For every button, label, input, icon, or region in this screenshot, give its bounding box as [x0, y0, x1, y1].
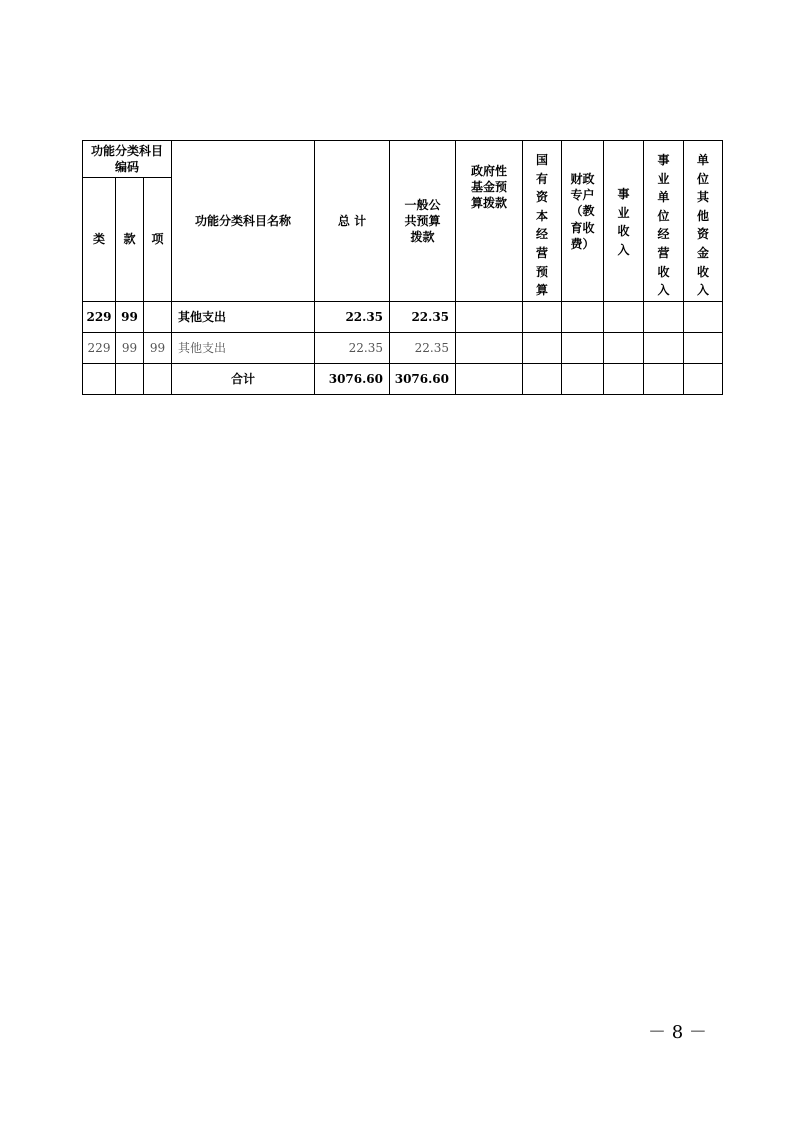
- cell-empty: [456, 333, 523, 364]
- header-lei: 类: [83, 178, 116, 302]
- cell-empty: [684, 302, 723, 333]
- header-state-capital: 国有资本经营预算: [523, 141, 562, 302]
- cell-empty: [144, 364, 172, 395]
- header-xiang: 项: [144, 178, 172, 302]
- total-label: 合计: [172, 364, 315, 395]
- header-kuan: 款: [116, 178, 144, 302]
- cell-xiang: 99: [144, 333, 172, 364]
- cell-empty: [456, 364, 523, 395]
- cell-empty: [684, 364, 723, 395]
- cell-name: 其他支出: [172, 333, 315, 364]
- cell-empty: [604, 364, 644, 395]
- header-unit-other: 单位其他资金收入: [684, 141, 723, 302]
- total-amount: 3076.60: [315, 364, 390, 395]
- cell-total: 22.35: [315, 333, 390, 364]
- cell-name: 其他支出: [172, 302, 315, 333]
- cell-kuan: 99: [116, 302, 144, 333]
- cell-empty: [456, 302, 523, 333]
- budget-table: [82, 140, 723, 395]
- cell-general: 22.35: [390, 302, 456, 333]
- cell-empty: [644, 302, 684, 333]
- header-unit-business: 事业单位经营收入: [644, 141, 684, 302]
- cell-empty: [523, 364, 562, 395]
- cell-empty: [523, 302, 562, 333]
- cell-empty: [562, 302, 604, 333]
- total-general: 3076.60: [390, 364, 456, 395]
- cell-total: 22.35: [315, 302, 390, 333]
- cell-empty: [523, 333, 562, 364]
- cell-empty: [644, 333, 684, 364]
- cell-empty: [83, 364, 116, 395]
- total-row: [83, 364, 723, 395]
- header-general-budget: 一般公共预算拨款: [390, 141, 456, 302]
- header-gov-fund: 政府性基金预算拨款: [456, 141, 523, 302]
- header-total: 总 计: [315, 141, 390, 302]
- page-number: － 8 －: [648, 1022, 707, 1043]
- cell-lei: 229: [83, 333, 116, 364]
- cell-kuan: 99: [116, 333, 144, 364]
- cell-empty: [116, 364, 144, 395]
- cell-general: 22.35: [390, 333, 456, 364]
- cell-empty: [644, 364, 684, 395]
- cell-empty: [604, 302, 644, 333]
- header-fiscal-special: 财政专户（教育收费）: [562, 141, 604, 302]
- header-code-group: 功能分类科目编码: [83, 141, 172, 178]
- header-business-income: 事业收入: [604, 141, 644, 302]
- cell-empty: [684, 333, 723, 364]
- table-row: [83, 333, 723, 364]
- cell-empty: [604, 333, 644, 364]
- cell-xiang: [144, 302, 172, 333]
- header-name: 功能分类科目名称: [172, 141, 315, 302]
- cell-lei: 229: [83, 302, 116, 333]
- table-row: [83, 302, 723, 333]
- cell-empty: [562, 364, 604, 395]
- cell-empty: [562, 333, 604, 364]
